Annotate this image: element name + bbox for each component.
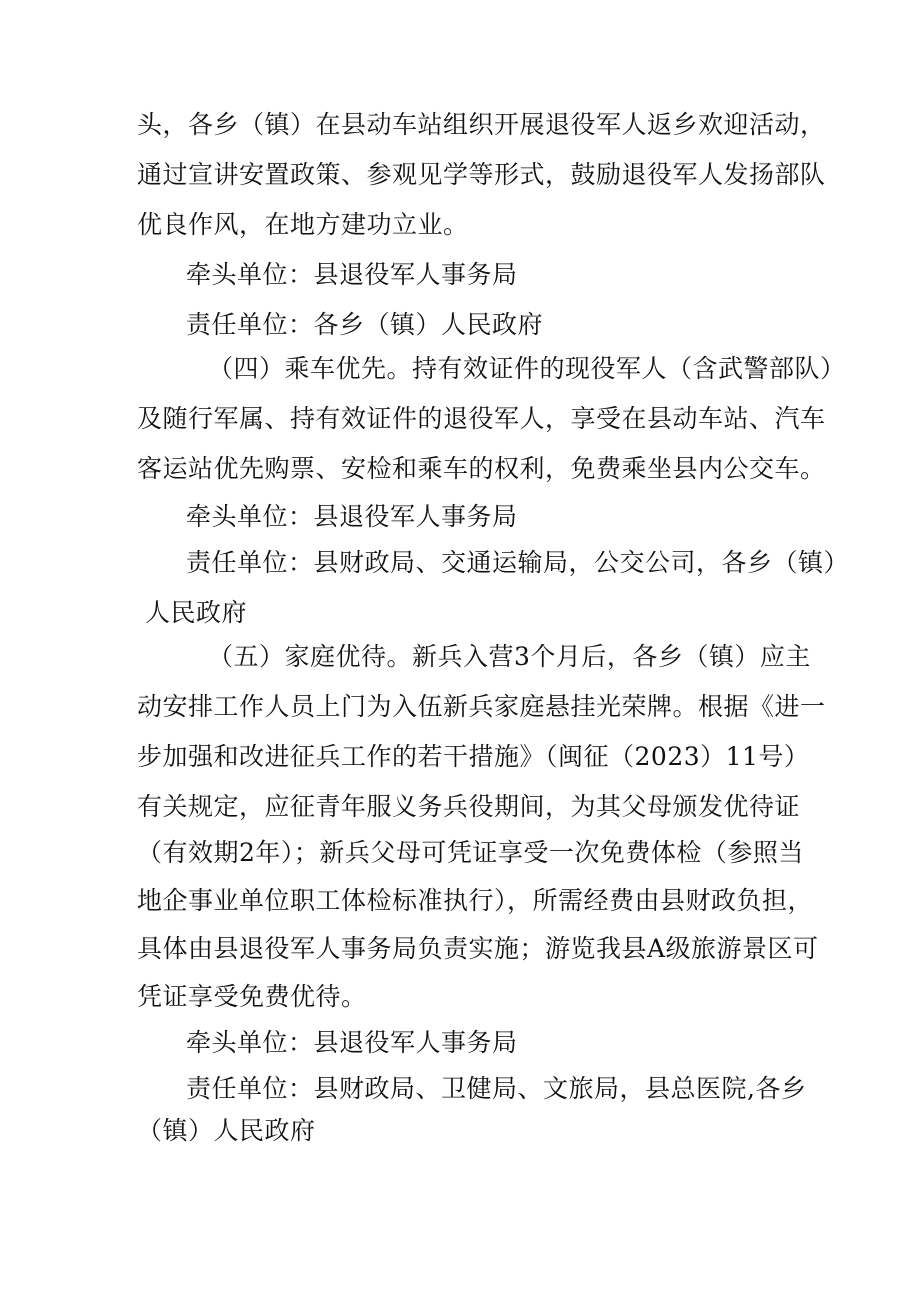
ride-priority-line-1: （四）乘车优先。持有效证件的现役军人（含武警部队） [208,354,846,383]
family-priority-line-2: 动安排工作人员上门为入伍新兵家庭悬挂光荣牌。根据《进一 [137,692,826,721]
family-priority-line-6: 地企事业单位职工体检标准执行），所需经费由县财政负担， [137,886,814,915]
intro-lead-unit: 牵头单位：县退役军人事务局 [186,260,518,289]
family-priority-line-4: 有关规定，应征青年服义务兵役期间，为其父母颁发优待证 [137,792,801,821]
intro-text-line-2: 通过宣讲安置政策、参观见学等形式，鼓励退役军人发扬部队 [137,160,826,189]
ride-responsible-unit-line-1: 责任单位：县财政局、交通运输局，公交公司，各乡（镇） [186,548,850,577]
family-responsible-unit-line-1: 责任单位：县财政局、卫健局、文旅局，县总医院,各乡 [186,1074,807,1103]
family-priority-line-8: 凭证享受免费优待。 [137,982,367,1011]
ride-lead-unit: 牵头单位：县退役军人事务局 [186,502,518,531]
family-lead-unit: 牵头单位：县退役军人事务局 [186,1028,518,1057]
ride-responsible-unit-line-2: 人民政府 [145,598,248,627]
family-priority-line-1: （五）家庭优待。新兵入营3个月后，各乡（镇）应主 [208,642,811,671]
family-responsible-unit-line-2: （镇）人民政府 [137,1116,316,1145]
family-priority-line-5: （有效期2年）；新兵父母可凭证享受一次免费体检（参照当 [137,838,804,867]
family-priority-line-3: 步加强和改进征兵工作的若干措施》（闽征（2023）11号） [137,742,810,771]
ride-priority-line-3: 客运站优先购票、安检和乘车的权利，免费乘坐县内公交车。 [137,454,826,483]
intro-responsible-unit: 责任单位：各乡（镇）人民政府 [186,310,544,339]
family-priority-line-7: 具体由县退役军人事务局负责实施；游览我县A级旅游景区可 [137,934,819,963]
intro-text-line-1: 头，各乡（镇）在县动车站组织开展退役军人返乡欢迎活动， [137,110,826,139]
intro-text-line-3: 优良作风，在地方建功立业。 [137,210,469,239]
ride-priority-line-2: 及随行军属、持有效证件的退役军人，享受在县动车站、汽车 [137,404,826,433]
